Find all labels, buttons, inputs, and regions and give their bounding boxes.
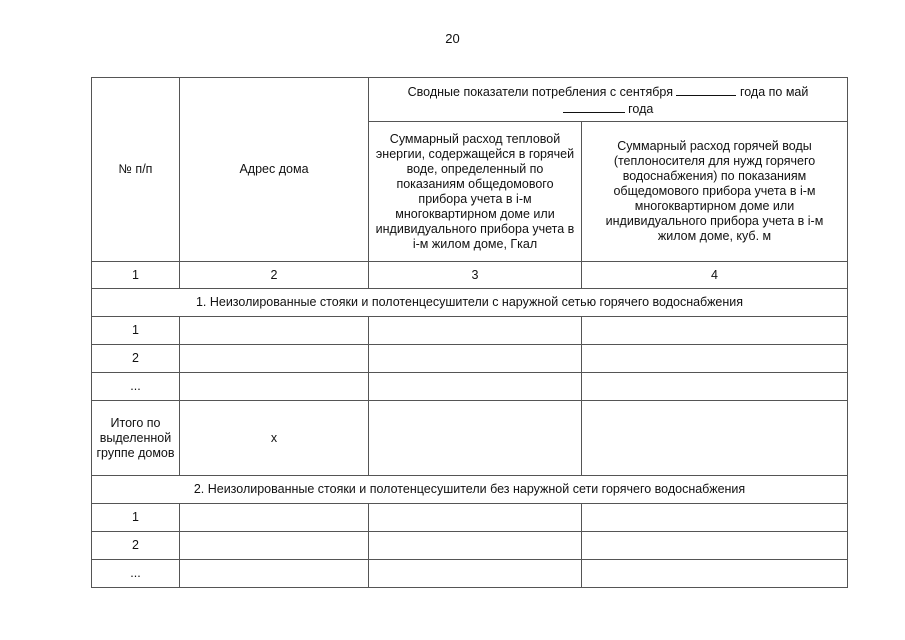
table-row (92, 373, 848, 401)
table-cell (582, 401, 848, 476)
section-title: 2. Неизолированные стояки и полотенцесушители без наружной сети горячего водоснабжения (92, 476, 848, 504)
table-cell (180, 532, 369, 560)
year-blank-1 (676, 83, 736, 96)
section-title: 1. Неизолированные стояки и полотенцесушители с наружной сетью горячего водоснабжения (92, 289, 848, 317)
consumption-table (91, 77, 848, 588)
header-hot-water-cell: Суммарный расход горячей воды (теплоносителя для нужд горячего водоснабжения) по показаниям общедомового прибора учета в i-м многоквартирном доме или индивидуального прибора учета в i-м жилом доме, куб. м (582, 122, 848, 262)
column-number: 4 (582, 262, 848, 289)
table-row (92, 504, 848, 532)
summary-text-2: года по май (739, 84, 809, 99)
table-cell (582, 504, 848, 532)
column-numbers-row (92, 262, 848, 289)
year-blank-2 (563, 100, 625, 113)
table-cell (180, 317, 369, 345)
table-row (92, 560, 848, 588)
table-cell (180, 345, 369, 373)
table-cell (369, 317, 582, 345)
header-summary-cell (369, 78, 848, 122)
table-cell (369, 504, 582, 532)
column-number: 2 (180, 262, 369, 289)
table-cell (582, 317, 848, 345)
row-number: 1 (92, 504, 180, 532)
table-row (92, 317, 848, 345)
summary-text-1: Сводные показатели потребления с сентября (407, 84, 673, 99)
row-number: 1 (92, 317, 180, 345)
row-number: 2 (92, 532, 180, 560)
row-number: 2 (92, 345, 180, 373)
table-row (92, 345, 848, 373)
summary-text-3: года (628, 101, 654, 116)
table-cell (369, 373, 582, 401)
row-number: ... (92, 560, 180, 588)
table-cell (369, 532, 582, 560)
column-number: 1 (92, 262, 180, 289)
total-mark: x (180, 401, 369, 476)
table-cell (369, 401, 582, 476)
header-heat-energy-cell: Суммарный расход тепловой энергии, содержащейся в горячей воде, определенный по показаниям общедомового прибора учета в i-м многоквартирном доме или индивидуального прибора учета в i-м жилом доме, Гкал (369, 122, 582, 262)
header-number-cell: № п/п (92, 78, 180, 262)
header-address-cell: Адрес дома (180, 78, 369, 262)
table-cell (369, 345, 582, 373)
table-cell (582, 345, 848, 373)
total-label: Итого по выделенной группе домов (92, 401, 180, 476)
table-cell (180, 560, 369, 588)
table-cell (180, 504, 369, 532)
page-number: 20 (445, 31, 460, 46)
table-cell (582, 373, 848, 401)
table-row (92, 532, 848, 560)
total-row (92, 401, 848, 476)
table-cell (369, 560, 582, 588)
table-cell (180, 373, 369, 401)
row-number: ... (92, 373, 180, 401)
table-cell (582, 532, 848, 560)
table-cell (582, 560, 848, 588)
column-number: 3 (369, 262, 582, 289)
